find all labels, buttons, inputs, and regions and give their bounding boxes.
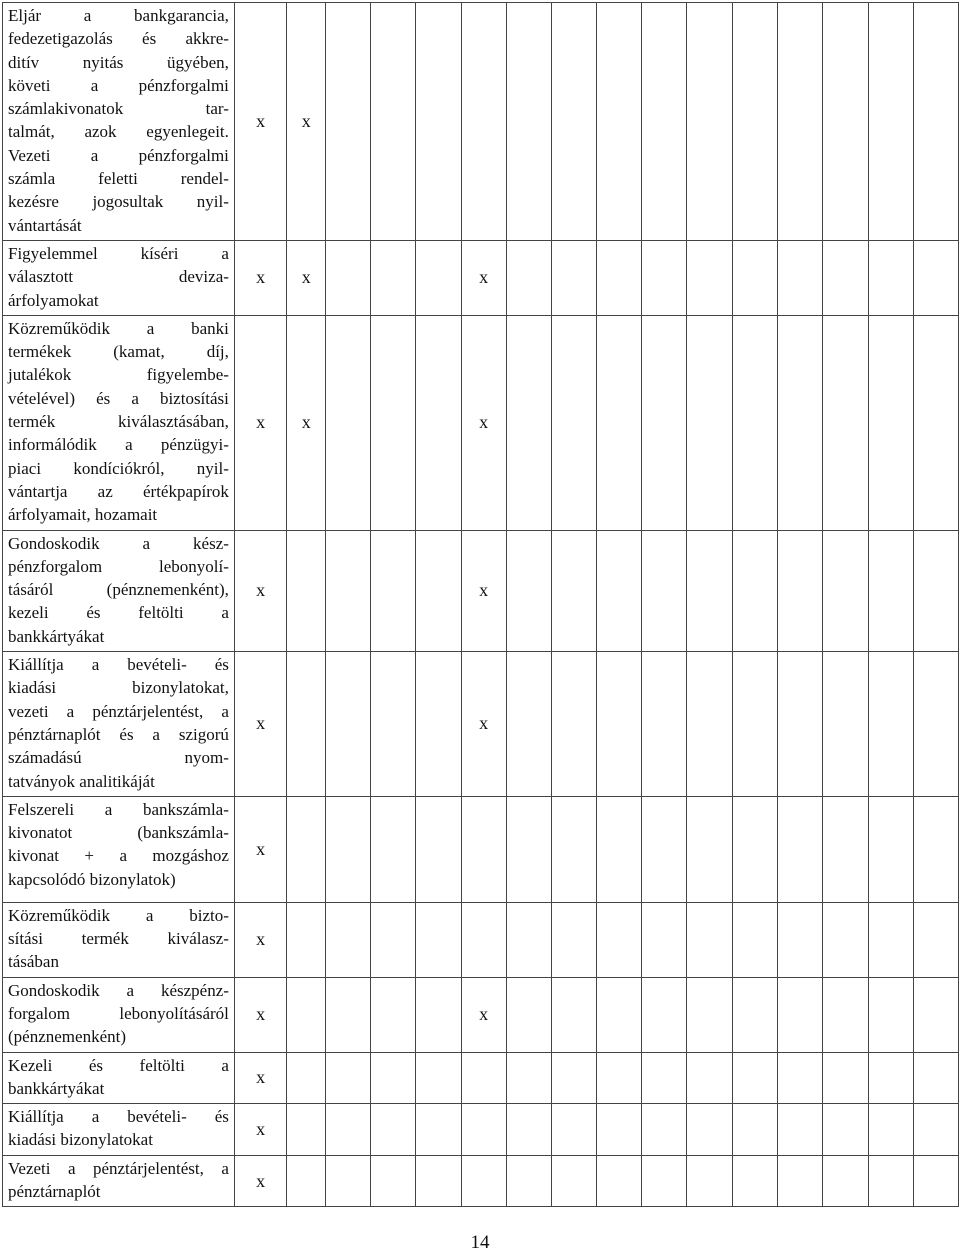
role-mark-cell [551, 796, 596, 902]
role-mark-cell [551, 1155, 596, 1207]
role-mark-cell [913, 977, 958, 1052]
task-description-line: kezésre jogosultak nyil- [8, 192, 229, 212]
role-mark-cell: x [287, 240, 326, 315]
task-description-line: Eljár a bankgarancia, [8, 6, 229, 25]
task-description-line: kapcsolódó bizonylatok) [8, 869, 176, 889]
role-mark-cell [416, 1052, 461, 1104]
role-mark-cell [778, 3, 823, 241]
role-mark-cell [733, 977, 778, 1052]
role-mark-cell [596, 1104, 641, 1156]
role-mark-cell: x [234, 530, 286, 651]
role-mark-cell: x [461, 240, 506, 315]
role-mark-cell [287, 530, 326, 651]
role-mark-cell [868, 3, 913, 241]
role-mark-cell [551, 3, 596, 241]
task-description-line: termékek (kamat, díj, [8, 342, 229, 362]
role-mark-cell [641, 652, 686, 797]
role-mark-cell: x [234, 977, 286, 1052]
role-mark-cell [778, 902, 823, 977]
role-mark-cell [371, 796, 416, 902]
role-mark-cell [868, 315, 913, 530]
role-mark-cell [506, 652, 551, 797]
role-mark-cell [913, 652, 958, 797]
role-mark-cell [641, 902, 686, 977]
role-mark-cell [823, 1052, 868, 1104]
role-mark-cell [326, 652, 371, 797]
task-description-line: piaci kondíciókról, nyil- [8, 458, 229, 478]
task-description-line: forgalom lebonyolításáról [8, 1003, 229, 1023]
role-mark-cell: x [287, 3, 326, 241]
task-description-line: tásában [8, 952, 59, 972]
task-description-line: fedezetigazolás és akkre- [8, 29, 229, 49]
role-mark-cell [733, 902, 778, 977]
table-row [3, 3, 959, 241]
task-description-line: számadású nyom- [8, 748, 229, 768]
role-mark-cell [778, 530, 823, 651]
role-mark-cell [326, 1052, 371, 1104]
task-description-line: Kiállítja a bevételi- és [8, 1107, 229, 1127]
task-description-line: pénzforgalom lebonyolí- [8, 556, 229, 576]
task-description-line: (pénznemenként) [8, 1027, 126, 1047]
task-description-cell [3, 796, 235, 902]
role-mark-cell [913, 315, 958, 530]
table-row [3, 240, 959, 315]
role-mark-cell: x [234, 315, 286, 530]
task-description-line: követi a pénzforgalmi [8, 75, 229, 95]
role-mark-cell [287, 1052, 326, 1104]
role-mark-cell [778, 1052, 823, 1104]
table-row [3, 977, 959, 1052]
role-mark-cell: x [461, 315, 506, 530]
role-mark-cell [868, 652, 913, 797]
task-description-line: számlakivonatok tar- [8, 99, 229, 119]
role-mark-cell [641, 315, 686, 530]
role-mark-cell: x [461, 977, 506, 1052]
role-mark-cell [733, 3, 778, 241]
role-mark-cell [868, 530, 913, 651]
role-mark-cell: x [234, 1052, 286, 1104]
role-mark-cell [687, 530, 733, 651]
role-mark-cell [641, 1155, 686, 1207]
role-mark-cell [823, 315, 868, 530]
role-mark-cell [596, 1052, 641, 1104]
task-description-line: vántartja az értékpapírok [8, 481, 229, 501]
task-description-line: bankkártyákat [8, 1078, 105, 1098]
role-mark-cell [641, 530, 686, 651]
role-mark-cell [326, 1104, 371, 1156]
task-description-line: pénztárnaplót és a szigorú [8, 724, 229, 744]
role-mark-cell [371, 240, 416, 315]
task-description-line: számla feletti rendel- [8, 169, 229, 189]
task-description-line: Gondoskodik a készpénz- [8, 980, 229, 1000]
role-mark-cell [823, 530, 868, 651]
task-description-line: kivonatot (bankszámla- [8, 823, 229, 843]
task-description-line: kivonat + a mozgáshoz [8, 846, 229, 866]
role-mark-cell [778, 1104, 823, 1156]
role-mark-cell [823, 1104, 868, 1156]
task-description-line: kezeli és feltölti a [8, 603, 229, 623]
role-mark-cell [371, 1104, 416, 1156]
role-mark-cell [687, 1155, 733, 1207]
task-description-line: árfolyamokat [8, 290, 99, 310]
task-description-line: Közreműködik a bizto- [8, 905, 229, 925]
role-mark-cell [913, 530, 958, 651]
role-mark-cell [287, 652, 326, 797]
role-mark-cell [913, 240, 958, 315]
role-mark-cell [287, 796, 326, 902]
role-mark-cell [551, 652, 596, 797]
role-mark-cell [913, 1104, 958, 1156]
role-mark-cell [823, 902, 868, 977]
table-row [3, 315, 959, 530]
task-description-line: vántartását [8, 215, 82, 235]
role-mark-cell [596, 530, 641, 651]
role-mark-cell [733, 652, 778, 797]
role-mark-cell [596, 796, 641, 902]
task-description-line: kiadási bizonylatokat [8, 1130, 153, 1150]
role-mark-cell [506, 1155, 551, 1207]
role-mark-cell [641, 3, 686, 241]
role-mark-cell [287, 1104, 326, 1156]
role-mark-cell [287, 977, 326, 1052]
role-mark-cell [461, 1155, 506, 1207]
role-mark-cell [371, 315, 416, 530]
role-mark-cell [868, 1052, 913, 1104]
role-mark-cell [823, 652, 868, 797]
table-row [3, 796, 959, 902]
task-description-cell [3, 1052, 235, 1104]
task-description-cell [3, 652, 235, 797]
role-mark-cell: x [234, 3, 286, 241]
role-mark-cell [733, 1052, 778, 1104]
role-mark-cell [641, 977, 686, 1052]
role-mark-cell [416, 1104, 461, 1156]
role-mark-cell [506, 977, 551, 1052]
role-mark-cell [733, 530, 778, 651]
role-mark-cell [733, 315, 778, 530]
role-mark-cell [596, 315, 641, 530]
role-mark-cell [416, 1155, 461, 1207]
role-mark-cell [733, 1104, 778, 1156]
role-mark-cell [596, 240, 641, 315]
role-mark-cell: x [287, 315, 326, 530]
role-mark-cell [416, 240, 461, 315]
role-mark-cell [371, 3, 416, 241]
task-description-line: ditív nyitás ügyében, [8, 52, 229, 72]
role-mark-cell [326, 796, 371, 902]
role-mark-cell [687, 796, 733, 902]
task-description-line: tásáról (pénznemenként), [8, 580, 229, 600]
role-mark-cell [913, 796, 958, 902]
role-mark-cell [687, 1052, 733, 1104]
role-mark-cell [868, 1155, 913, 1207]
role-mark-cell [913, 1155, 958, 1207]
role-mark-cell [641, 240, 686, 315]
task-description-line: kiadási bizonylatokat, [8, 678, 229, 698]
role-mark-cell [371, 652, 416, 797]
task-description-line: termék kiválasztásában, [8, 412, 229, 432]
role-mark-cell [551, 977, 596, 1052]
role-mark-cell: x [461, 652, 506, 797]
role-mark-cell [641, 796, 686, 902]
task-description-line: Figyelemmel kíséri a [8, 243, 229, 263]
task-description-cell [3, 315, 235, 530]
role-mark-cell [823, 1155, 868, 1207]
role-mark-cell [326, 315, 371, 530]
role-mark-cell [733, 240, 778, 315]
role-mark-cell [461, 902, 506, 977]
table-row [3, 1052, 959, 1104]
role-mark-cell: x [234, 902, 286, 977]
role-mark-cell: x [234, 240, 286, 315]
task-description-cell [3, 902, 235, 977]
role-mark-cell: x [234, 652, 286, 797]
role-mark-cell [778, 977, 823, 1052]
role-mark-cell [416, 3, 461, 241]
role-mark-cell [371, 977, 416, 1052]
role-mark-cell [416, 977, 461, 1052]
role-mark-cell [371, 530, 416, 651]
role-mark-cell [506, 902, 551, 977]
role-mark-cell [551, 902, 596, 977]
role-mark-cell [868, 1104, 913, 1156]
role-mark-cell [506, 796, 551, 902]
role-mark-cell [506, 1104, 551, 1156]
task-description-line: talmát, azok egyenlegeit. [8, 122, 229, 142]
role-mark-cell [326, 240, 371, 315]
role-mark-cell [868, 796, 913, 902]
task-description-cell [3, 977, 235, 1052]
role-mark-cell [416, 530, 461, 651]
role-mark-cell [326, 902, 371, 977]
role-mark-cell [596, 902, 641, 977]
role-mark-cell [461, 1052, 506, 1104]
role-mark-cell [287, 1155, 326, 1207]
role-mark-cell [778, 1155, 823, 1207]
role-mark-cell [823, 977, 868, 1052]
task-description-line: pénztárnaplót [8, 1182, 101, 1202]
role-mark-cell [461, 1104, 506, 1156]
role-mark-cell [371, 1155, 416, 1207]
role-mark-cell [506, 1052, 551, 1104]
role-mark-cell [823, 796, 868, 902]
role-mark-cell [913, 3, 958, 241]
role-mark-cell [823, 3, 868, 241]
role-mark-cell [326, 977, 371, 1052]
role-mark-cell [506, 3, 551, 241]
role-mark-cell [913, 902, 958, 977]
task-description-cell [3, 3, 235, 241]
task-description-line: Közreműködik a banki [8, 318, 229, 338]
role-mark-cell [596, 1155, 641, 1207]
role-mark-cell [551, 1104, 596, 1156]
task-description-line: jutalékok figyelembe- [8, 365, 229, 385]
role-mark-cell [687, 240, 733, 315]
role-mark-cell [461, 3, 506, 241]
task-description-cell [3, 530, 235, 651]
role-mark-cell [778, 315, 823, 530]
task-description-line: Vezeti a pénztárjelentést, a [8, 1158, 229, 1178]
role-mark-cell [506, 530, 551, 651]
role-mark-cell [416, 315, 461, 530]
role-mark-cell [551, 315, 596, 530]
role-mark-cell [287, 902, 326, 977]
role-mark-cell: x [461, 530, 506, 651]
task-description-line: Felszereli a bankszámla- [8, 799, 229, 819]
role-mark-cell [823, 240, 868, 315]
role-mark-cell: x [234, 1104, 286, 1156]
role-mark-cell [687, 3, 733, 241]
role-mark-cell [461, 796, 506, 902]
task-description-line: Kiállítja a bevételi- és [8, 655, 229, 675]
table-row [3, 652, 959, 797]
role-mark-cell [416, 902, 461, 977]
role-mark-cell [326, 530, 371, 651]
page-number: 14 [470, 1232, 490, 1253]
role-mark-cell [371, 1052, 416, 1104]
role-mark-cell [733, 796, 778, 902]
role-mark-cell [868, 977, 913, 1052]
role-mark-cell [551, 240, 596, 315]
role-mark-cell [551, 530, 596, 651]
task-description-line: Vezeti a pénzforgalmi [8, 145, 229, 165]
table-row [3, 902, 959, 977]
role-mark-cell [551, 1052, 596, 1104]
role-mark-cell: x [234, 796, 286, 902]
task-description-line: Gondoskodik a kész- [8, 533, 229, 553]
task-description-line: Kezeli és feltölti a [8, 1055, 229, 1075]
role-mark-cell [371, 902, 416, 977]
role-mark-cell [687, 977, 733, 1052]
role-mark-cell [868, 902, 913, 977]
role-mark-cell [596, 977, 641, 1052]
task-description-line: bankkártyákat [8, 626, 105, 646]
role-mark-cell [778, 240, 823, 315]
role-mark-cell [733, 1155, 778, 1207]
task-description-cell [3, 1104, 235, 1156]
role-mark-cell [326, 3, 371, 241]
role-mark-cell [596, 652, 641, 797]
task-description-line: sítási termék kiválasz- [8, 929, 229, 949]
role-mark-cell [416, 652, 461, 797]
task-description-cell [3, 240, 235, 315]
role-mark-cell [687, 315, 733, 530]
role-mark-cell [913, 1052, 958, 1104]
task-description-line: árfolyamait, hozamait [8, 505, 158, 525]
responsibility-matrix-table [2, 2, 959, 1207]
role-mark-cell [326, 1155, 371, 1207]
task-description-line: vezeti a pénztárjelentést, a [8, 701, 229, 721]
role-mark-cell [416, 796, 461, 902]
role-mark-cell [641, 1052, 686, 1104]
task-description-line: tatványok analitikáját [8, 771, 155, 791]
role-mark-cell [506, 315, 551, 530]
table-row [3, 1155, 959, 1207]
role-mark-cell [596, 3, 641, 241]
role-mark-cell [641, 1104, 686, 1156]
table-row [3, 1104, 959, 1156]
role-mark-cell [506, 240, 551, 315]
task-description-line: választott deviza- [8, 267, 229, 287]
task-description-line: informálódik a pénzügyi- [8, 435, 229, 455]
role-mark-cell [687, 902, 733, 977]
role-mark-cell: x [234, 1155, 286, 1207]
table-row [3, 530, 959, 651]
role-mark-cell [687, 652, 733, 797]
task-description-cell [3, 1155, 235, 1207]
role-mark-cell [778, 796, 823, 902]
role-mark-cell [868, 240, 913, 315]
role-mark-cell [687, 1104, 733, 1156]
role-mark-cell [778, 652, 823, 797]
task-description-line: vételével) és a biztosítási [8, 388, 229, 408]
